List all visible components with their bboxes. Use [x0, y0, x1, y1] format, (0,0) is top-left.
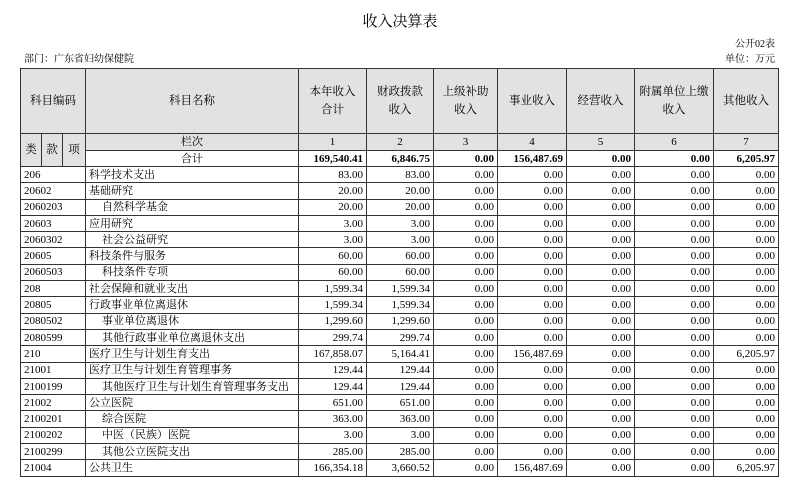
- table-row: [21, 313, 779, 329]
- amount-cell: 0.00: [635, 395, 714, 411]
- subject-name: 科技条件与服务: [86, 248, 299, 264]
- amount-cell: 0.00: [498, 264, 567, 280]
- amount-cell: 0.00: [434, 167, 498, 183]
- amount-cell: 0.00: [434, 183, 498, 199]
- amount-cell: 129.44: [367, 378, 434, 394]
- amount-cell: 60.00: [299, 248, 367, 264]
- header-row: [21, 69, 779, 134]
- amount-cell: 0.00: [635, 232, 714, 248]
- amount-cell: 0.00: [434, 248, 498, 264]
- subject-code: 2100299: [21, 444, 86, 460]
- amount-cell: 0.00: [498, 362, 567, 378]
- column-index-row: [21, 134, 779, 151]
- amount-cell: 285.00: [299, 444, 367, 460]
- report-title: 收入决算表: [362, 14, 438, 30]
- subject-name: 事业单位离退休: [86, 313, 299, 329]
- amount-cell: 0.00: [567, 167, 635, 183]
- subject-name: 社会保障和就业支出: [86, 281, 299, 297]
- amount-cell: 0.00: [714, 378, 779, 394]
- amount-cell: 0.00: [714, 264, 779, 280]
- amount-cell: 0.00: [714, 215, 779, 231]
- header-line: 收入: [454, 104, 478, 116]
- amount-cell: 0.00: [714, 248, 779, 264]
- amount-cell: 0.00: [714, 297, 779, 313]
- subject-code: 2060302: [21, 232, 86, 248]
- total-amount: 6,846.75: [367, 151, 434, 167]
- amount-cell: 0.00: [567, 411, 635, 427]
- amount-cell: 0.00: [635, 378, 714, 394]
- amount-cell: 0.00: [635, 281, 714, 297]
- amount-cell: 6,205.97: [714, 460, 779, 476]
- subject-code: 2060203: [21, 199, 86, 215]
- amount-cell: 0.00: [567, 199, 635, 215]
- header-subject-code: 科目编码: [21, 69, 86, 134]
- header-other-income: [714, 69, 779, 134]
- amount-cell: 0.00: [635, 199, 714, 215]
- table-row: [21, 346, 779, 362]
- amount-cell: 0.00: [498, 297, 567, 313]
- header-section: 款: [42, 134, 63, 167]
- income-table: [20, 68, 779, 477]
- subject-code: 206: [21, 167, 86, 183]
- total-amount: 6,205.97: [714, 151, 779, 167]
- column-index: 5: [567, 134, 635, 151]
- amount-cell: 0.00: [498, 199, 567, 215]
- amount-cell: 0.00: [498, 378, 567, 394]
- table-row: [21, 199, 779, 215]
- amount-cell: 363.00: [367, 411, 434, 427]
- subject-code: 210: [21, 346, 86, 362]
- subject-name: 基础研究: [86, 183, 299, 199]
- amount-cell: 0.00: [714, 395, 779, 411]
- unit-label: 单位：万元: [725, 54, 775, 65]
- amount-cell: 0.00: [498, 411, 567, 427]
- total-amount: 0.00: [434, 151, 498, 167]
- amount-cell: 0.00: [635, 346, 714, 362]
- table-row: [21, 232, 779, 248]
- header-line: 事业收入: [509, 95, 556, 107]
- amount-cell: 166,354.18: [299, 460, 367, 476]
- amount-cell: 3.00: [367, 232, 434, 248]
- amount-cell: 299.74: [299, 329, 367, 345]
- table-row: [21, 362, 779, 378]
- total-amount: 0.00: [635, 151, 714, 167]
- total-label: 合计: [86, 151, 299, 167]
- amount-cell: 0.00: [635, 183, 714, 199]
- amount-cell: 0.00: [567, 444, 635, 460]
- amount-cell: 83.00: [367, 167, 434, 183]
- amount-cell: 1,599.34: [367, 297, 434, 313]
- form-number: 公开02表: [735, 39, 775, 50]
- header-line: 财政拨款: [377, 86, 424, 98]
- amount-cell: 0.00: [635, 460, 714, 476]
- amount-cell: 0.00: [498, 395, 567, 411]
- amount-cell: 0.00: [714, 444, 779, 460]
- subject-name: 其他行政事业单位离退休支出: [86, 329, 299, 345]
- header-fiscal-appropriation: [367, 69, 434, 134]
- amount-cell: 0.00: [714, 199, 779, 215]
- amount-cell: 363.00: [299, 411, 367, 427]
- subject-code: 20605: [21, 248, 86, 264]
- header-class: 类: [21, 134, 42, 167]
- amount-cell: 5,164.41: [367, 346, 434, 362]
- amount-cell: 0.00: [498, 313, 567, 329]
- column-index: 3: [434, 134, 498, 151]
- amount-cell: 3.00: [367, 215, 434, 231]
- header-superior-subsidy: [434, 69, 498, 134]
- subject-name: 科学技术支出: [86, 167, 299, 183]
- amount-cell: 0.00: [434, 215, 498, 231]
- amount-cell: 0.00: [635, 313, 714, 329]
- amount-cell: 0.00: [567, 395, 635, 411]
- amount-cell: 60.00: [367, 248, 434, 264]
- amount-cell: 299.74: [367, 329, 434, 345]
- amount-cell: 83.00: [299, 167, 367, 183]
- amount-cell: 0.00: [567, 313, 635, 329]
- amount-cell: 0.00: [567, 378, 635, 394]
- table-row: [21, 215, 779, 231]
- subject-name: 社会公益研究: [86, 232, 299, 248]
- amount-cell: 1,299.60: [367, 313, 434, 329]
- amount-cell: 0.00: [434, 297, 498, 313]
- subject-code: 20603: [21, 215, 86, 231]
- header-line: 收入: [662, 104, 686, 116]
- header-line: 经营收入: [577, 95, 624, 107]
- column-index: 7: [714, 134, 779, 151]
- total-row: [21, 151, 779, 167]
- table-row: [21, 395, 779, 411]
- amount-cell: 6,205.97: [714, 346, 779, 362]
- header-affiliated-remittance: [635, 69, 714, 134]
- amount-cell: 0.00: [714, 281, 779, 297]
- amount-cell: 20.00: [367, 199, 434, 215]
- amount-cell: 0.00: [434, 199, 498, 215]
- subject-code: 2060503: [21, 264, 86, 280]
- header-subject-name: 科目名称: [86, 69, 299, 134]
- amount-cell: 0.00: [434, 313, 498, 329]
- amount-cell: 0.00: [498, 329, 567, 345]
- subject-code: 21002: [21, 395, 86, 411]
- amount-cell: 129.44: [299, 362, 367, 378]
- amount-cell: 0.00: [434, 378, 498, 394]
- amount-cell: 0.00: [567, 215, 635, 231]
- amount-cell: 0.00: [498, 232, 567, 248]
- amount-cell: 167,858.07: [299, 346, 367, 362]
- amount-cell: 0.00: [635, 411, 714, 427]
- subject-name: 公共卫生: [86, 460, 299, 476]
- amount-cell: 20.00: [367, 183, 434, 199]
- column-index: 4: [498, 134, 567, 151]
- subject-name: 综合医院: [86, 411, 299, 427]
- amount-cell: 3,660.52: [367, 460, 434, 476]
- header-operating-income: [567, 69, 635, 134]
- subject-name: 科技条件专项: [86, 264, 299, 280]
- amount-cell: 651.00: [299, 395, 367, 411]
- amount-cell: 129.44: [367, 362, 434, 378]
- amount-cell: 0.00: [567, 248, 635, 264]
- column-index-label: 栏次: [86, 134, 299, 151]
- header-line: 本年收入: [309, 86, 356, 98]
- amount-cell: 0.00: [498, 167, 567, 183]
- total-amount: 156,487.69: [498, 151, 567, 167]
- header-line: 其他收入: [723, 95, 770, 107]
- amount-cell: 1,599.34: [299, 297, 367, 313]
- amount-cell: 0.00: [434, 395, 498, 411]
- amount-cell: 0.00: [567, 427, 635, 443]
- subject-code: 2100202: [21, 427, 86, 443]
- amount-cell: 3.00: [299, 427, 367, 443]
- table-row: [21, 264, 779, 280]
- table-row: [21, 378, 779, 394]
- subject-code: 20602: [21, 183, 86, 199]
- header-total-income: [299, 69, 367, 134]
- amount-cell: 0.00: [635, 167, 714, 183]
- subject-name: 自然科学基金: [86, 199, 299, 215]
- amount-cell: 0.00: [498, 215, 567, 231]
- amount-cell: 0.00: [434, 329, 498, 345]
- amount-cell: 0.00: [434, 346, 498, 362]
- amount-cell: 0.00: [498, 444, 567, 460]
- amount-cell: 0.00: [714, 329, 779, 345]
- amount-cell: 20.00: [299, 183, 367, 199]
- amount-cell: 0.00: [434, 411, 498, 427]
- amount-cell: 3.00: [367, 427, 434, 443]
- subject-name: 其他医疗卫生与计划生育管理事务支出: [86, 378, 299, 394]
- table-row: [21, 183, 779, 199]
- subject-code: 21001: [21, 362, 86, 378]
- subject-name: 中医（民族）医院: [86, 427, 299, 443]
- amount-cell: 0.00: [567, 329, 635, 345]
- header-item: 项: [63, 134, 86, 167]
- header-business-income: [498, 69, 567, 134]
- table-row: [21, 297, 779, 313]
- amount-cell: 0.00: [714, 427, 779, 443]
- subject-name: 医疗卫生与计划生育管理事务: [86, 362, 299, 378]
- amount-cell: 0.00: [714, 362, 779, 378]
- amount-cell: 0.00: [434, 460, 498, 476]
- header-line: 附属单位上缴: [639, 86, 709, 98]
- amount-cell: 0.00: [498, 281, 567, 297]
- subject-name: 其他公立医院支出: [86, 444, 299, 460]
- subject-name: 行政事业单位离退休: [86, 297, 299, 313]
- subject-code: 2100201: [21, 411, 86, 427]
- amount-cell: 0.00: [635, 264, 714, 280]
- amount-cell: 0.00: [567, 232, 635, 248]
- table-body: [21, 167, 779, 477]
- amount-cell: 0.00: [567, 362, 635, 378]
- amount-cell: 0.00: [498, 183, 567, 199]
- amount-cell: 0.00: [434, 444, 498, 460]
- amount-cell: 651.00: [367, 395, 434, 411]
- amount-cell: 0.00: [434, 264, 498, 280]
- table-row: [21, 460, 779, 476]
- department-label: 部门：广东省妇幼保健院: [24, 54, 134, 65]
- amount-cell: 0.00: [498, 427, 567, 443]
- table-row: [21, 329, 779, 345]
- amount-cell: 285.00: [367, 444, 434, 460]
- total-amount: 0.00: [567, 151, 635, 167]
- header-line: 收入: [388, 104, 412, 116]
- header-line: 合计: [321, 104, 345, 116]
- column-index: 1: [299, 134, 367, 151]
- subject-name: 公立医院: [86, 395, 299, 411]
- amount-cell: 0.00: [714, 167, 779, 183]
- subject-code: 2100199: [21, 378, 86, 394]
- amount-cell: 0.00: [567, 346, 635, 362]
- amount-cell: 129.44: [299, 378, 367, 394]
- amount-cell: 60.00: [367, 264, 434, 280]
- amount-cell: 156,487.69: [498, 346, 567, 362]
- column-index: 2: [367, 134, 434, 151]
- amount-cell: 0.00: [635, 297, 714, 313]
- amount-cell: 0.00: [714, 313, 779, 329]
- amount-cell: 0.00: [434, 362, 498, 378]
- amount-cell: 0.00: [434, 427, 498, 443]
- amount-cell: 3.00: [299, 215, 367, 231]
- column-index: 6: [635, 134, 714, 151]
- amount-cell: 0.00: [714, 183, 779, 199]
- amount-cell: 156,487.69: [498, 460, 567, 476]
- table-row: [21, 411, 779, 427]
- table-row: [21, 167, 779, 183]
- amount-cell: 0.00: [567, 281, 635, 297]
- amount-cell: 3.00: [299, 232, 367, 248]
- amount-cell: 0.00: [567, 297, 635, 313]
- amount-cell: 0.00: [567, 264, 635, 280]
- amount-cell: 0.00: [635, 362, 714, 378]
- amount-cell: 60.00: [299, 264, 367, 280]
- subject-name: 应用研究: [86, 215, 299, 231]
- table-row: [21, 281, 779, 297]
- subject-code: 20805: [21, 297, 86, 313]
- amount-cell: 0.00: [714, 411, 779, 427]
- table-row: [21, 427, 779, 443]
- amount-cell: 0.00: [635, 444, 714, 460]
- subject-code: 2080502: [21, 313, 86, 329]
- subject-code: 208: [21, 281, 86, 297]
- table-row: [21, 444, 779, 460]
- amount-cell: 0.00: [635, 248, 714, 264]
- subject-name: 医疗卫生与计划生育支出: [86, 346, 299, 362]
- amount-cell: 1,299.60: [299, 313, 367, 329]
- amount-cell: 1,599.34: [367, 281, 434, 297]
- amount-cell: 0.00: [434, 281, 498, 297]
- amount-cell: 0.00: [635, 427, 714, 443]
- amount-cell: 20.00: [299, 199, 367, 215]
- total-amount: 169,540.41: [299, 151, 367, 167]
- amount-cell: 1,599.34: [299, 281, 367, 297]
- subject-code: 2080599: [21, 329, 86, 345]
- amount-cell: 0.00: [567, 183, 635, 199]
- amount-cell: 0.00: [498, 248, 567, 264]
- subject-code: 21004: [21, 460, 86, 476]
- header-line: 上级补助: [442, 86, 489, 98]
- amount-cell: 0.00: [567, 460, 635, 476]
- table-row: [21, 248, 779, 264]
- amount-cell: 0.00: [635, 329, 714, 345]
- amount-cell: 0.00: [635, 215, 714, 231]
- amount-cell: 0.00: [714, 232, 779, 248]
- amount-cell: 0.00: [434, 232, 498, 248]
